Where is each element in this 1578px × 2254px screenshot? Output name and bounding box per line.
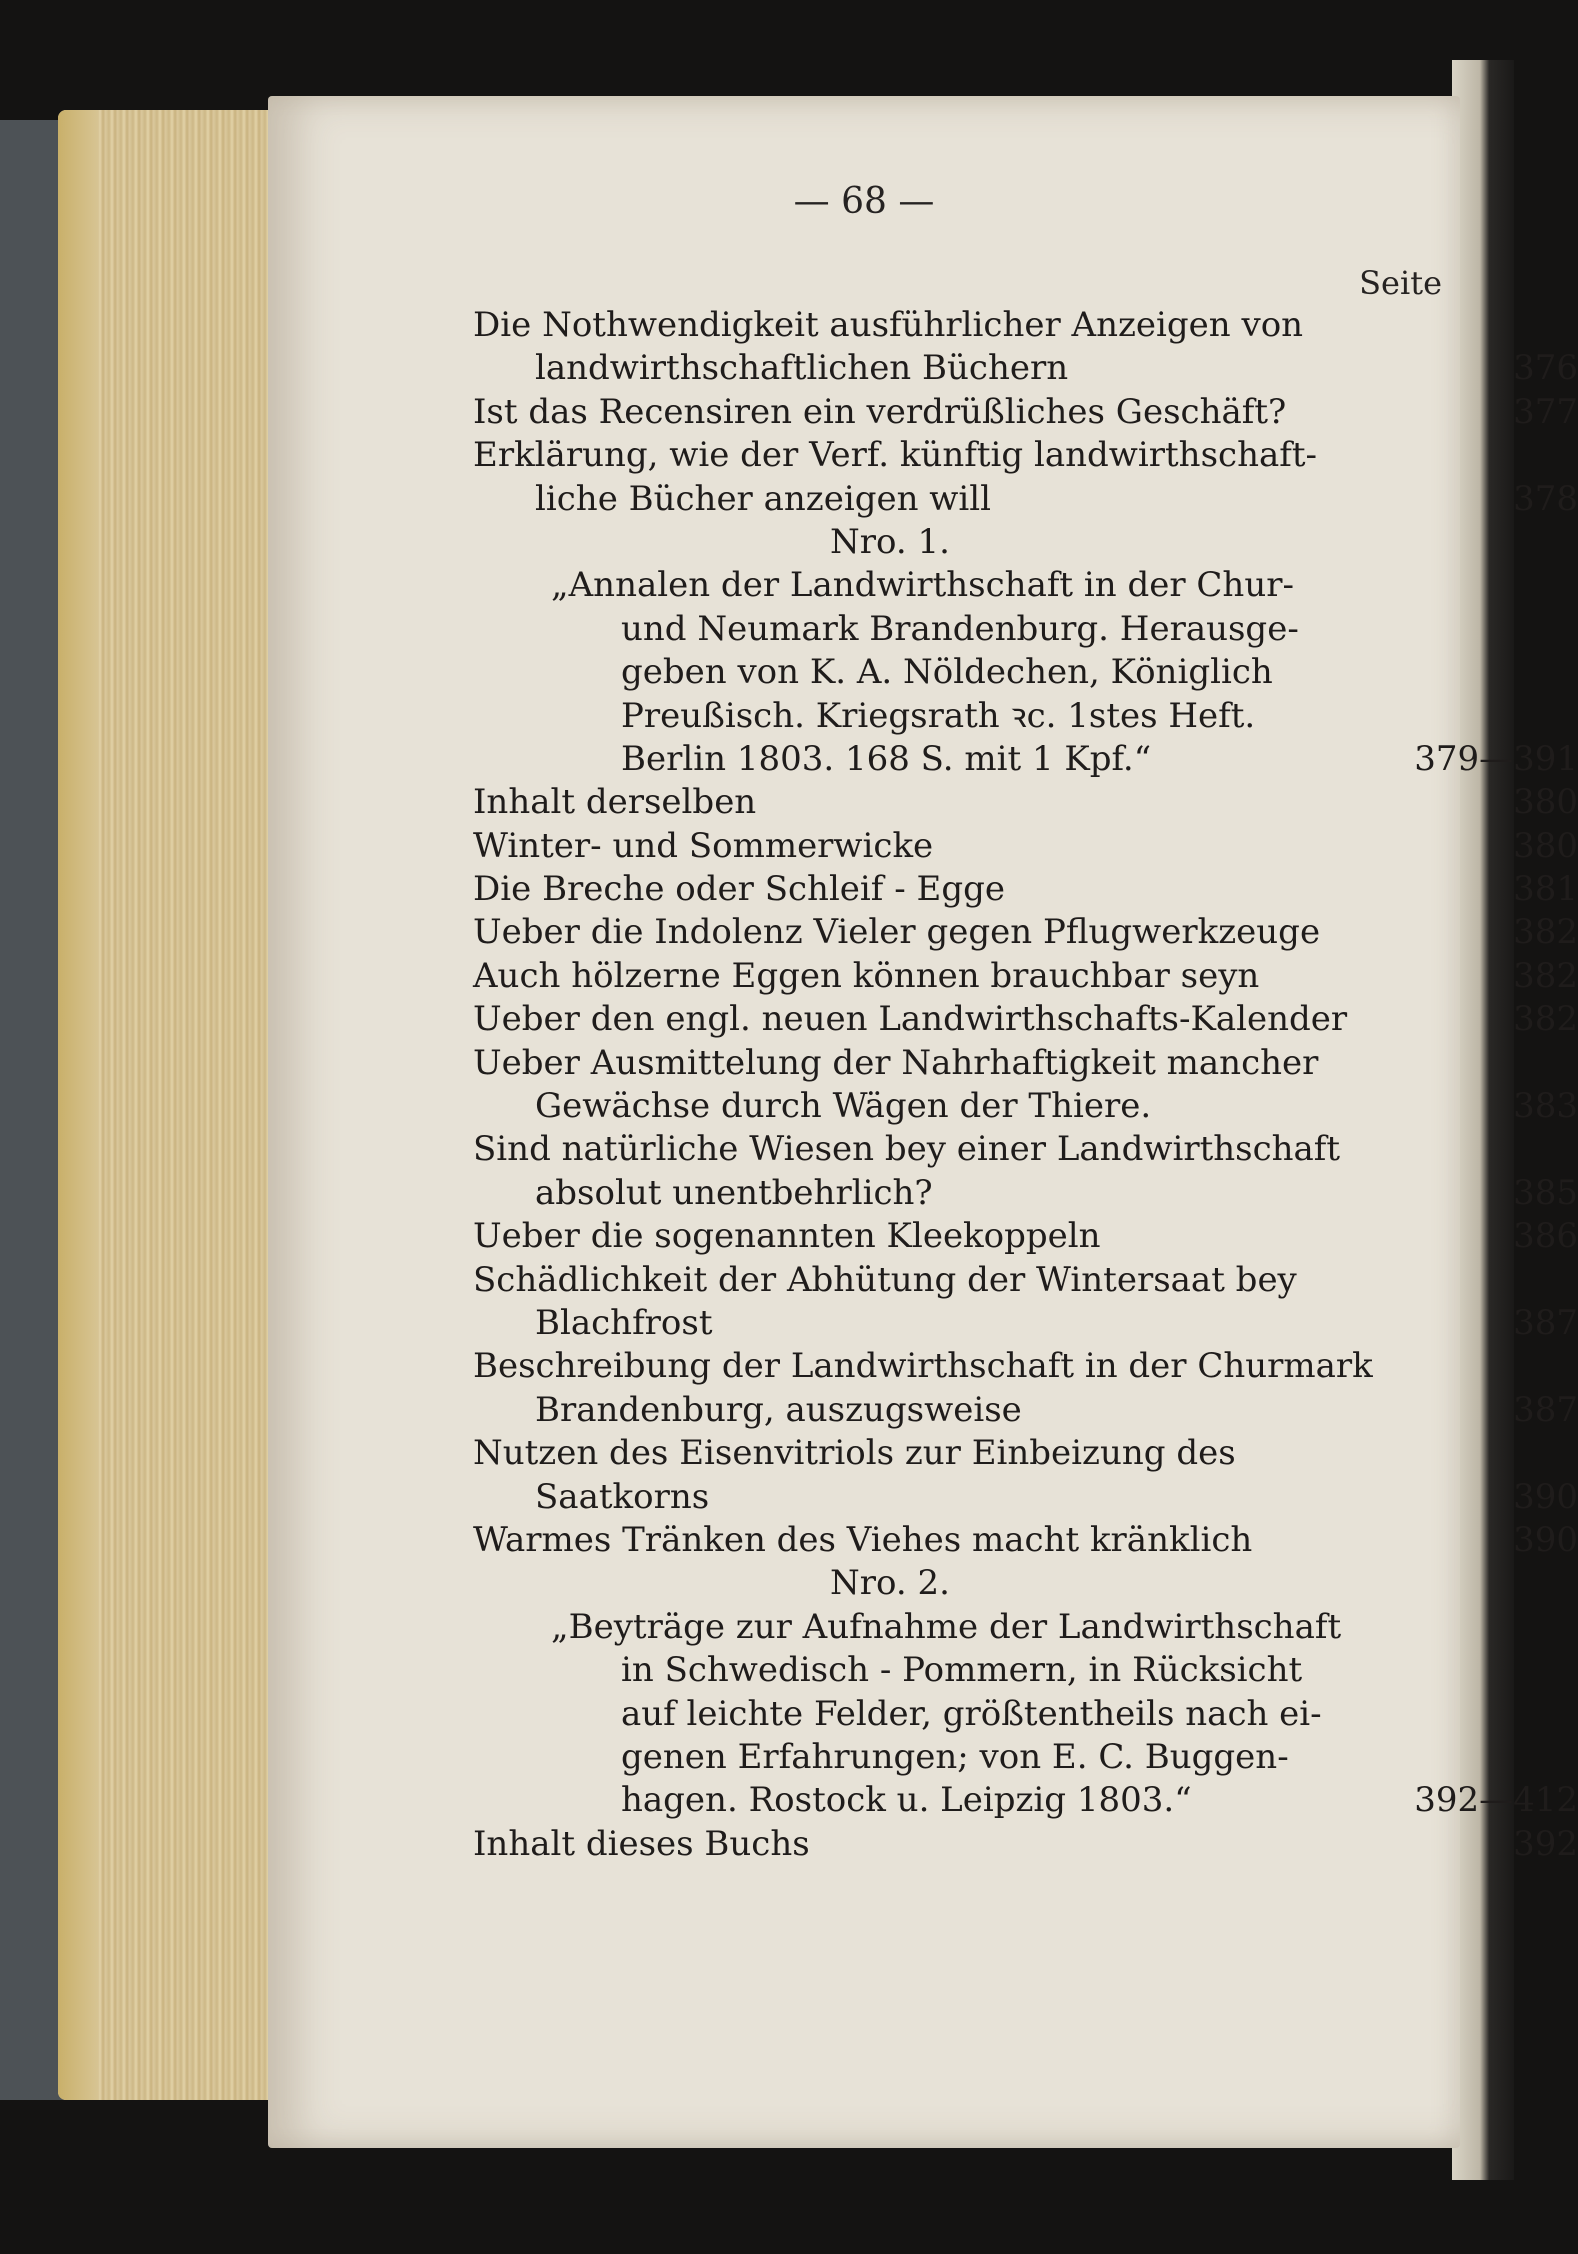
- toc-line-text: Ueber die Indolenz Vieler gegen Pflugwerkzeuge: [473, 912, 1321, 953]
- toc-line: [473, 1302, 1578, 1345]
- toc-line-text: Winter- und Sommerwicke: [473, 825, 934, 866]
- toc-page-number: 392: [1513, 1823, 1578, 1864]
- toc-line: [473, 1128, 1578, 1171]
- toc-line: [473, 825, 1578, 868]
- toc-line-text: Sind natürliche Wiesen bey einer Landwirthschaft: [473, 1129, 1341, 1170]
- toc-line: [473, 1042, 1578, 1085]
- toc-page-number: 379—391: [1414, 738, 1578, 779]
- toc-line-text: „Beyträge zur Aufnahme der Landwirthschaft: [551, 1606, 1342, 1647]
- toc-line: [473, 1779, 1578, 1822]
- toc-line-text: Preußisch. Kriegsrath ꝛc. 1stes Heft.: [621, 695, 1256, 736]
- toc-entry: [473, 1519, 1578, 1562]
- toc-line-text: Beschreibung der Landwirthschaft in der Churmark: [473, 1346, 1373, 1387]
- toc-line-text: Inhalt dieses Buchs: [473, 1823, 810, 1864]
- toc-line: [473, 1519, 1578, 1562]
- toc-line-text: geben von K. A. Nöldechen, Königlich: [621, 652, 1273, 693]
- toc-line-text: Ueber Ausmittelung der Nahrhaftigkeit mancher: [473, 1042, 1319, 1083]
- toc-line: [473, 1345, 1578, 1388]
- toc-entry: [473, 1215, 1578, 1258]
- toc-line-text: Berlin 1803. 168 S. mit 1 Kpf.“: [621, 738, 1152, 779]
- page-column-header: Seite: [1359, 264, 1442, 302]
- section-heading: [473, 521, 1578, 564]
- toc-entry: [473, 868, 1578, 911]
- toc-line-text: auf leichte Felder, größtentheils nach ei-: [621, 1693, 1322, 1734]
- toc-line: [473, 651, 1578, 694]
- toc-entry: [473, 521, 1578, 564]
- toc-entry: [473, 1432, 1578, 1519]
- toc-line: [473, 1085, 1578, 1128]
- toc-page-number: 387: [1513, 1302, 1578, 1343]
- toc-line-text: liche Bücher anzeigen will: [535, 478, 992, 519]
- toc-page-number: 380: [1513, 782, 1578, 823]
- toc-line-text: Inhalt derselben: [473, 782, 757, 823]
- page-number: — 68 —: [793, 181, 935, 222]
- toc-line: [473, 695, 1578, 738]
- toc-page-number: 383: [1513, 1086, 1578, 1127]
- toc-page-number: 377: [1513, 391, 1578, 432]
- page-edges: [58, 110, 273, 2100]
- toc-entry: [473, 1345, 1578, 1432]
- toc-entry: [473, 955, 1578, 998]
- toc-page-number: 382: [1513, 999, 1578, 1040]
- toc-line: [473, 1215, 1578, 1258]
- toc-page-number: 385: [1513, 1172, 1578, 1213]
- toc-line: [473, 998, 1578, 1041]
- toc-line: [473, 347, 1578, 390]
- toc-entry: [473, 564, 1578, 781]
- toc-entry: [473, 1259, 1578, 1346]
- toc-line: [473, 564, 1578, 607]
- toc-entry: [473, 1606, 1578, 1823]
- toc-page-number: 382: [1513, 912, 1578, 953]
- toc-line: [473, 1693, 1578, 1736]
- toc-line-text: Blachfrost: [535, 1302, 713, 1343]
- toc-line: [473, 1476, 1578, 1519]
- toc-entry: [473, 1128, 1578, 1215]
- section-heading-text: Nro. 1.: [830, 521, 950, 562]
- toc-entry: [473, 1823, 1578, 1866]
- toc-line: [473, 478, 1578, 521]
- toc-entry: [473, 1042, 1578, 1129]
- toc-line: [473, 304, 1578, 347]
- toc-entry: [473, 998, 1578, 1041]
- toc-entry: [473, 304, 1578, 391]
- toc-line: [473, 868, 1578, 911]
- toc-page-number: 390: [1513, 1519, 1578, 1560]
- section-heading: [473, 1562, 1578, 1605]
- toc-page-number: 390: [1513, 1476, 1578, 1517]
- toc-page-number: 382: [1513, 955, 1578, 996]
- toc-line-text: Nutzen des Eisenvitriols zur Einbeizung des: [473, 1433, 1236, 1474]
- toc-line-text: Gewächse durch Wägen der Thiere.: [535, 1086, 1152, 1127]
- toc-line-text: Ist das Recensiren ein verdrüßliches Geschäft?: [473, 391, 1287, 432]
- toc-line-text: „Annalen der Landwirthschaft in der Chur-: [551, 565, 1294, 606]
- toc-page-number: 392—412: [1414, 1780, 1578, 1821]
- toc-page-number: 380: [1513, 825, 1578, 866]
- toc-entry: [473, 1562, 1578, 1605]
- toc-line-text: Schädlichkeit der Abhütung der Wintersaat bey: [473, 1259, 1297, 1300]
- toc-line: [473, 781, 1578, 824]
- toc-line-text: absolut unentbehrlich?: [535, 1172, 933, 1213]
- toc-entry: [473, 911, 1578, 954]
- toc-entry: [473, 391, 1578, 434]
- toc-page-number: 376: [1513, 348, 1578, 389]
- toc-line: [473, 1736, 1578, 1779]
- toc-line-text: genen Erfahrungen; von E. C. Buggen-: [621, 1736, 1289, 1777]
- toc-page-number: 381: [1513, 869, 1578, 910]
- section-heading-text: Nro. 2.: [830, 1563, 950, 1604]
- toc-entry: [473, 434, 1578, 521]
- toc-page-number: 387: [1513, 1389, 1578, 1430]
- toc-line-text: Die Breche oder Schleif - Egge: [473, 869, 1005, 910]
- toc-page-number: 386: [1513, 1216, 1578, 1257]
- toc-page-number: 378: [1513, 478, 1578, 519]
- toc-line: [473, 1432, 1578, 1475]
- toc-line: [473, 1606, 1578, 1649]
- toc-line: [473, 1172, 1578, 1215]
- toc-line-text: Erklärung, wie der Verf. künftig landwirthschaft-: [473, 435, 1317, 476]
- toc-line: [473, 1823, 1578, 1866]
- toc-line-text: Warmes Tränken des Viehes macht kränklich: [473, 1519, 1253, 1560]
- toc-line-text: Auch hölzerne Eggen können brauchbar seyn: [473, 955, 1260, 996]
- toc-line-text: Die Nothwendigkeit ausführlicher Anzeigen von: [473, 305, 1304, 345]
- toc-line: [473, 955, 1578, 998]
- toc-line-text: Brandenburg, auszugsweise: [535, 1389, 1022, 1430]
- toc-entry: [473, 825, 1578, 868]
- book-page: [268, 96, 1578, 2148]
- toc-line-text: Ueber den engl. neuen Landwirthschafts-Kalender: [473, 999, 1348, 1040]
- toc-line: [473, 608, 1578, 651]
- toc-line: [473, 434, 1578, 477]
- toc-line-text: landwirthschaftlichen Büchern: [535, 348, 1069, 389]
- toc-line-text: hagen. Rostock u. Leipzig 1803.“: [621, 1780, 1192, 1821]
- toc-line: [473, 1389, 1578, 1432]
- toc-line-text: Ueber die sogenannten Kleekoppeln: [473, 1216, 1101, 1257]
- toc-line: [473, 738, 1578, 781]
- toc-line-text: Saatkorns: [535, 1476, 710, 1517]
- toc-line: [473, 911, 1578, 954]
- toc-line: [473, 1649, 1578, 1692]
- toc-entry: [473, 781, 1578, 824]
- table-of-contents: [473, 304, 1578, 1866]
- toc-line-text: in Schwedisch - Pommern, in Rücksicht: [621, 1650, 1303, 1691]
- toc-line: [473, 391, 1578, 434]
- toc-line: [473, 1259, 1578, 1302]
- toc-line-text: und Neumark Brandenburg. Herausge-: [621, 608, 1299, 649]
